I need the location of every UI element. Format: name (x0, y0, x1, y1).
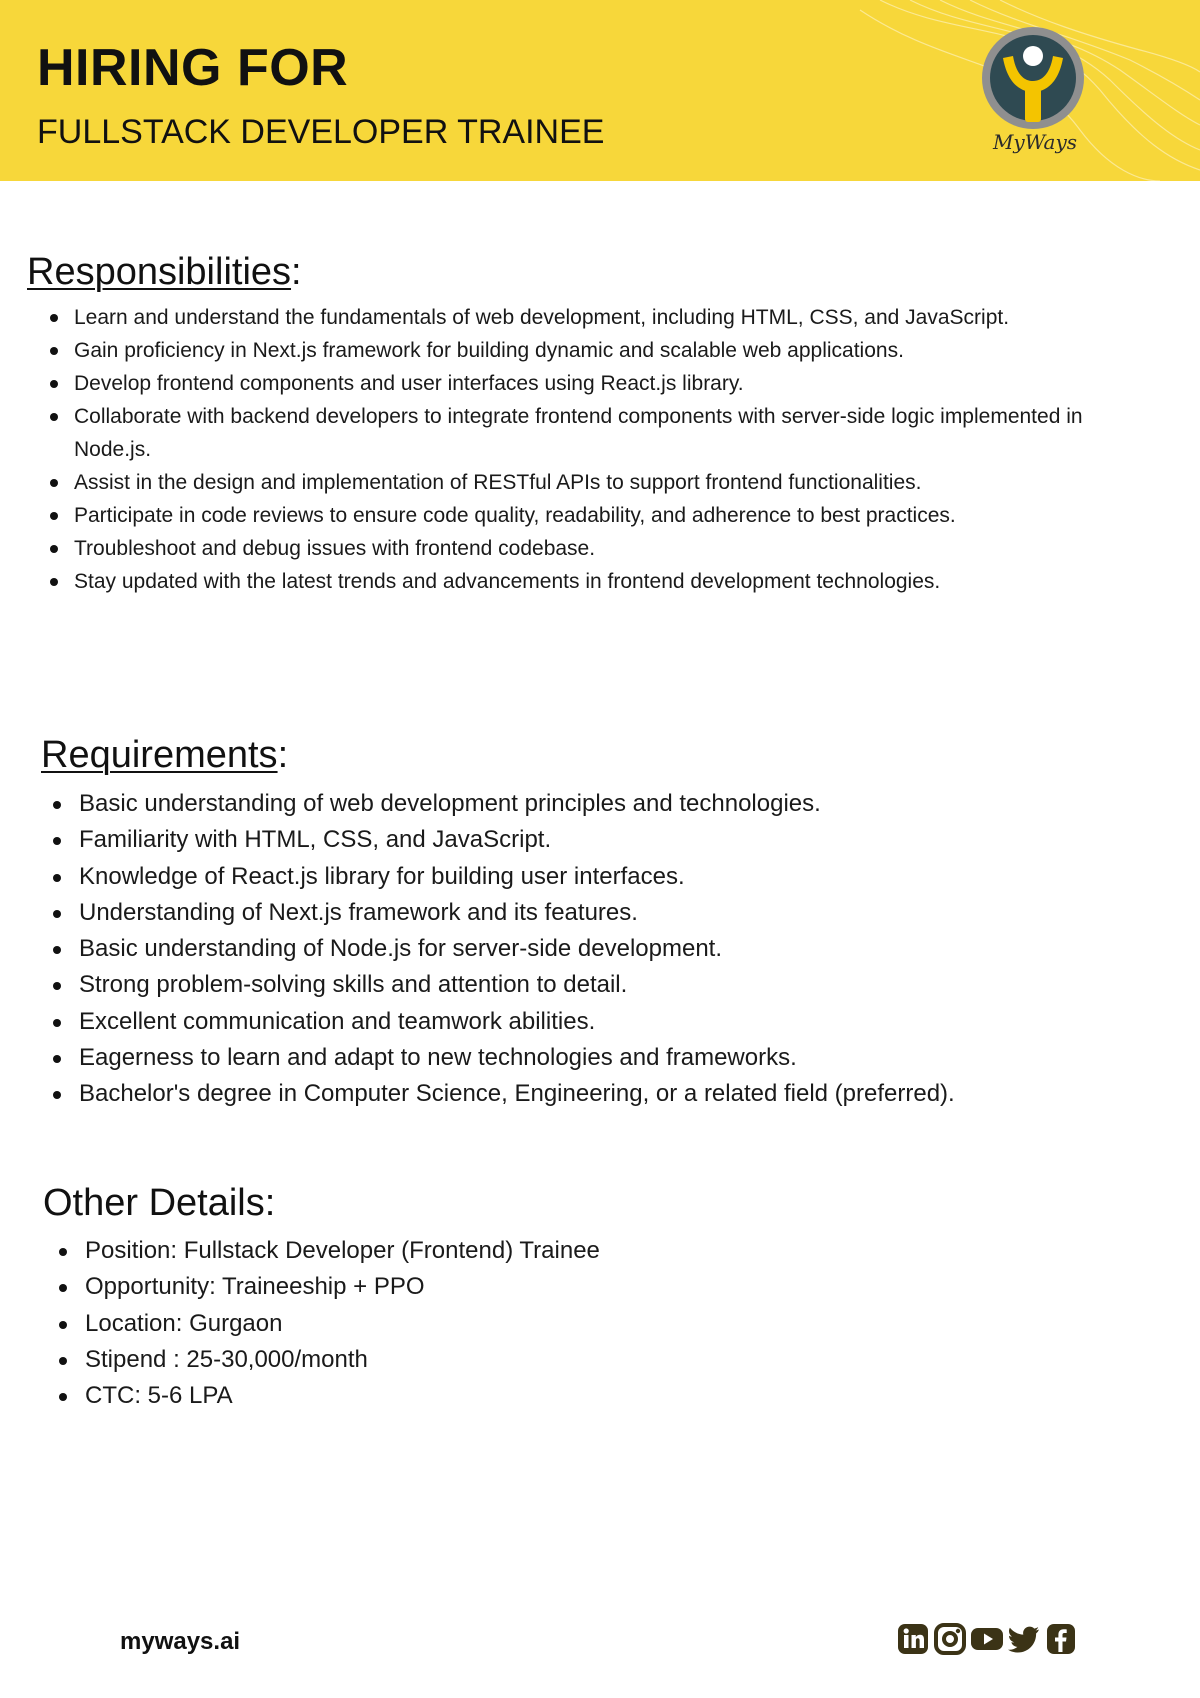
list-item: Stay updated with the latest trends and advancements in frontend development technologies. (74, 565, 1104, 598)
other-details-list (85, 1233, 885, 1414)
responsibilities-heading-text: Responsibilities (27, 251, 292, 293)
facebook-icon[interactable] (1044, 1622, 1078, 1656)
twitter-icon[interactable] (1007, 1622, 1041, 1656)
list-item: Learn and understand the fundamentals of web development, including HTML, CSS, and JavaScript. (74, 301, 1104, 334)
list-item: Basic understanding of web development principles and technologies. (79, 786, 1109, 822)
responsibilities-list (74, 301, 1104, 598)
other-details-heading: Other Details: (43, 1182, 276, 1224)
requirements-list (79, 786, 1109, 1113)
detail-stipend: Stipend : 25-30,000/month (85, 1342, 885, 1378)
list-item: Knowledge of React.js library for building user interfaces. (79, 859, 1109, 895)
list-item: Gain proficiency in Next.js framework for building dynamic and scalable web applications. (74, 334, 1104, 367)
header-banner (0, 0, 1200, 181)
detail-ctc: CTC: 5-6 LPA (85, 1378, 885, 1414)
list-item: Collaborate with backend developers to integrate frontend components with server-side logic implemented in Node.js. (74, 400, 1104, 466)
social-links (896, 1622, 1078, 1658)
logo-wordmark: MyWays (992, 130, 1078, 154)
job-title: FULLSTACK DEVELOPER TRAINEE (37, 113, 605, 151)
responsibilities-heading-colon: : (291, 251, 302, 293)
requirements-heading (41, 733, 288, 777)
responsibilities-heading (27, 250, 302, 294)
detail-position: Position: Fullstack Developer (Frontend) Trainee (85, 1233, 885, 1269)
list-item: Familiarity with HTML, CSS, and JavaScript. (79, 822, 1109, 858)
list-item: Develop frontend components and user interfaces using React.js library. (74, 367, 1104, 400)
list-item: Eagerness to learn and adapt to new technologies and frameworks. (79, 1040, 1109, 1076)
list-item: Strong problem-solving skills and attention to detail. (79, 967, 1109, 1003)
list-item: Excellent communication and teamwork abilities. (79, 1004, 1109, 1040)
website-link[interactable]: myways.ai (120, 1628, 241, 1655)
linkedin-icon[interactable] (896, 1622, 930, 1656)
list-item: Participate in code reviews to ensure code quality, readability, and adherence to best practices. (74, 499, 1104, 532)
list-item: Understanding of Next.js framework and its features. (79, 895, 1109, 931)
youtube-icon[interactable] (970, 1622, 1004, 1656)
instagram-icon[interactable] (933, 1622, 967, 1656)
list-item: Troubleshoot and debug issues with frontend codebase. (74, 532, 1104, 565)
requirements-heading-colon: : (277, 734, 289, 776)
list-item: Basic understanding of Node.js for server-side development. (79, 931, 1109, 967)
requirements-heading-text: Requirements (41, 734, 278, 776)
list-item: Bachelor's degree in Computer Science, Engineering, or a related field (preferred). (79, 1076, 1109, 1112)
detail-location: Location: Gurgaon (85, 1306, 885, 1342)
list-item: Assist in the design and implementation of RESTful APIs to support frontend functionalities. (74, 466, 1104, 499)
hiring-title: HIRING FOR (37, 39, 349, 97)
detail-opportunity: Opportunity: Traineeship + PPO (85, 1269, 885, 1305)
